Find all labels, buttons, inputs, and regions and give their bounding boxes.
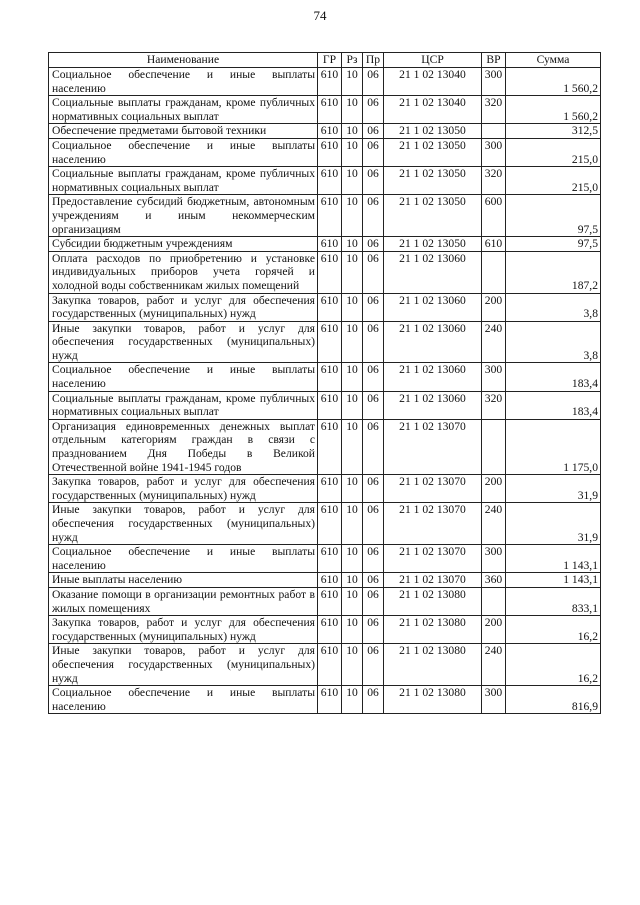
cell-rz: 10 (342, 96, 363, 124)
cell-rz: 10 (342, 587, 363, 615)
cell-gr: 610 (318, 321, 342, 363)
cell-gr: 610 (318, 363, 342, 391)
cell-pr: 06 (363, 391, 384, 419)
cell-vr (482, 419, 506, 474)
cell-pr: 06 (363, 503, 384, 545)
table-row (49, 321, 601, 363)
table-row (49, 124, 601, 139)
header-gr: ГР (318, 53, 342, 68)
cell-gr: 610 (318, 293, 342, 321)
cell-pr: 06 (363, 293, 384, 321)
cell-vr: 320 (482, 391, 506, 419)
page-number: 74 (313, 8, 327, 23)
cell-vr: 200 (482, 616, 506, 644)
cell-name: Закупка товаров, работ и услуг для обеспечения государственных (муниципальных) нужд (49, 475, 318, 503)
cell-pr: 06 (363, 321, 384, 363)
cell-pr: 06 (363, 475, 384, 503)
cell-vr: 610 (482, 237, 506, 252)
cell-pr: 06 (363, 616, 384, 644)
cell-rz: 10 (342, 237, 363, 252)
cell-name: Социальные выплаты гражданам, кроме публичных нормативных социальных выплат (49, 167, 318, 195)
cell-name: Обеспечение предметами бытовой техники (49, 124, 318, 139)
cell-pr: 06 (363, 138, 384, 166)
cell-pr: 06 (363, 587, 384, 615)
table-row (49, 475, 601, 503)
table-row (49, 293, 601, 321)
cell-rz: 10 (342, 321, 363, 363)
cell-csr: 21 1 02 13070 (384, 475, 482, 503)
header-name: Наименование (49, 53, 318, 68)
cell-pr: 06 (363, 419, 384, 474)
cell-sum: 1 560,2 (506, 96, 601, 124)
table-row (49, 251, 601, 293)
cell-name: Социальное обеспечение и иные выплаты населению (49, 363, 318, 391)
cell-name: Закупка товаров, работ и услуг для обеспечения государственных (муниципальных) нужд (49, 293, 318, 321)
cell-rz: 10 (342, 503, 363, 545)
cell-name: Субсидии бюджетным учреждениям (49, 237, 318, 252)
cell-sum: 816,9 (506, 686, 601, 714)
cell-gr: 610 (318, 251, 342, 293)
cell-pr: 06 (363, 96, 384, 124)
cell-vr (482, 124, 506, 139)
cell-rz: 10 (342, 616, 363, 644)
cell-gr: 610 (318, 237, 342, 252)
header-sum: Сумма (506, 53, 601, 68)
cell-vr: 300 (482, 686, 506, 714)
cell-csr: 21 1 02 13080 (384, 587, 482, 615)
cell-gr: 610 (318, 419, 342, 474)
cell-rz: 10 (342, 195, 363, 237)
cell-pr: 06 (363, 545, 384, 573)
cell-rz: 10 (342, 167, 363, 195)
cell-pr: 06 (363, 237, 384, 252)
table-row (49, 616, 601, 644)
cell-sum: 1 143,1 (506, 545, 601, 573)
cell-csr: 21 1 02 13080 (384, 644, 482, 686)
budget-table (48, 52, 601, 714)
cell-name: Оплата расходов по приобретению и установке индивидуальных приборов учета горячей и холодной воды собственникам жилых помещений (49, 251, 318, 293)
cell-vr: 240 (482, 644, 506, 686)
table-row (49, 686, 601, 714)
cell-gr: 610 (318, 167, 342, 195)
cell-sum: 183,4 (506, 363, 601, 391)
cell-name: Социальное обеспечение и иные выплаты населению (49, 138, 318, 166)
cell-csr: 21 1 02 13050 (384, 124, 482, 139)
cell-name: Иные выплаты населению (49, 573, 318, 588)
cell-rz: 10 (342, 545, 363, 573)
table-row (49, 587, 601, 615)
cell-pr: 06 (363, 251, 384, 293)
cell-gr: 610 (318, 587, 342, 615)
table-row (49, 419, 601, 474)
cell-pr: 06 (363, 363, 384, 391)
header-pr: Пр (363, 53, 384, 68)
cell-csr: 21 1 02 13080 (384, 616, 482, 644)
cell-name: Оказание помощи в организации ремонтных работ в жилых помещениях (49, 587, 318, 615)
cell-pr: 06 (363, 686, 384, 714)
cell-sum: 31,9 (506, 503, 601, 545)
cell-vr: 320 (482, 96, 506, 124)
table-row (49, 545, 601, 573)
cell-sum: 1 560,2 (506, 68, 601, 96)
cell-vr: 200 (482, 475, 506, 503)
cell-sum: 97,5 (506, 237, 601, 252)
cell-vr: 360 (482, 573, 506, 588)
cell-sum: 3,8 (506, 293, 601, 321)
cell-csr: 21 1 02 13070 (384, 573, 482, 588)
cell-gr: 610 (318, 475, 342, 503)
cell-name: Организация единовременных денежных выплат отдельным категориям граждан в связи с празднованием Дня Победы в Великой Отечественной войне 1941-1945 годов (49, 419, 318, 474)
cell-vr: 600 (482, 195, 506, 237)
cell-sum: 1 175,0 (506, 419, 601, 474)
cell-csr: 21 1 02 13040 (384, 96, 482, 124)
cell-name: Предоставление субсидий бюджетным, автономным учреждениям и иным некоммерческим организациям (49, 195, 318, 237)
cell-sum: 215,0 (506, 138, 601, 166)
cell-sum: 1 143,1 (506, 573, 601, 588)
cell-rz: 10 (342, 644, 363, 686)
cell-rz: 10 (342, 293, 363, 321)
cell-vr: 240 (482, 503, 506, 545)
cell-rz: 10 (342, 363, 363, 391)
table-row (49, 363, 601, 391)
cell-name: Иные закупки товаров, работ и услуг для обеспечения государственных (муниципальных) нужд (49, 321, 318, 363)
cell-csr: 21 1 02 13070 (384, 419, 482, 474)
table-row (49, 237, 601, 252)
cell-rz: 10 (342, 124, 363, 139)
cell-gr: 610 (318, 503, 342, 545)
cell-gr: 610 (318, 644, 342, 686)
cell-gr: 610 (318, 616, 342, 644)
table-row (49, 391, 601, 419)
cell-csr: 21 1 02 13040 (384, 68, 482, 96)
cell-gr: 610 (318, 68, 342, 96)
cell-pr: 06 (363, 644, 384, 686)
cell-sum: 183,4 (506, 391, 601, 419)
cell-gr: 610 (318, 96, 342, 124)
cell-csr: 21 1 02 13050 (384, 167, 482, 195)
cell-vr: 240 (482, 321, 506, 363)
cell-vr: 300 (482, 363, 506, 391)
cell-name: Иные закупки товаров, работ и услуг для обеспечения государственных (муниципальных) нужд (49, 644, 318, 686)
cell-csr: 21 1 02 13070 (384, 545, 482, 573)
cell-csr: 21 1 02 13060 (384, 321, 482, 363)
cell-csr: 21 1 02 13050 (384, 138, 482, 166)
cell-gr: 610 (318, 195, 342, 237)
cell-csr: 21 1 02 13060 (384, 391, 482, 419)
cell-csr: 21 1 02 13060 (384, 293, 482, 321)
header-vr: ВР (482, 53, 506, 68)
cell-pr: 06 (363, 573, 384, 588)
cell-pr: 06 (363, 68, 384, 96)
cell-vr: 200 (482, 293, 506, 321)
cell-csr: 21 1 02 13060 (384, 251, 482, 293)
cell-rz: 10 (342, 138, 363, 166)
cell-sum: 215,0 (506, 167, 601, 195)
cell-rz: 10 (342, 686, 363, 714)
table-row (49, 195, 601, 237)
cell-name: Социальное обеспечение и иные выплаты населению (49, 545, 318, 573)
header-rz: Рз (342, 53, 363, 68)
cell-gr: 610 (318, 573, 342, 588)
table-row (49, 644, 601, 686)
cell-vr: 300 (482, 138, 506, 166)
table-row (49, 138, 601, 166)
cell-rz: 10 (342, 573, 363, 588)
cell-csr: 21 1 02 13080 (384, 686, 482, 714)
cell-sum: 16,2 (506, 616, 601, 644)
cell-pr: 06 (363, 124, 384, 139)
cell-gr: 610 (318, 686, 342, 714)
table-row (49, 167, 601, 195)
cell-csr: 21 1 02 13050 (384, 237, 482, 252)
cell-sum: 833,1 (506, 587, 601, 615)
cell-rz: 10 (342, 475, 363, 503)
cell-vr (482, 587, 506, 615)
table-header-row (49, 53, 601, 68)
cell-sum: 97,5 (506, 195, 601, 237)
cell-gr: 610 (318, 124, 342, 139)
table-row (49, 68, 601, 96)
cell-sum: 187,2 (506, 251, 601, 293)
cell-vr: 300 (482, 68, 506, 96)
cell-name: Социальное обеспечение и иные выплаты населению (49, 686, 318, 714)
cell-name: Социальное обеспечение и иные выплаты населению (49, 68, 318, 96)
cell-gr: 610 (318, 391, 342, 419)
cell-name: Социальные выплаты гражданам, кроме публичных нормативных социальных выплат (49, 391, 318, 419)
table-body (49, 68, 601, 714)
cell-vr: 300 (482, 545, 506, 573)
cell-csr: 21 1 02 13060 (384, 363, 482, 391)
cell-rz: 10 (342, 419, 363, 474)
cell-name: Социальные выплаты гражданам, кроме публичных нормативных социальных выплат (49, 96, 318, 124)
cell-gr: 610 (318, 138, 342, 166)
cell-sum: 312,5 (506, 124, 601, 139)
cell-name: Иные закупки товаров, работ и услуг для обеспечения государственных (муниципальных) нужд (49, 503, 318, 545)
cell-gr: 610 (318, 545, 342, 573)
table-row (49, 503, 601, 545)
cell-vr: 320 (482, 167, 506, 195)
cell-rz: 10 (342, 391, 363, 419)
table-row (49, 573, 601, 588)
cell-csr: 21 1 02 13070 (384, 503, 482, 545)
cell-sum: 3,8 (506, 321, 601, 363)
table-row (49, 96, 601, 124)
cell-csr: 21 1 02 13050 (384, 195, 482, 237)
header-csr: ЦСР (384, 53, 482, 68)
cell-sum: 31,9 (506, 475, 601, 503)
cell-vr (482, 251, 506, 293)
cell-rz: 10 (342, 251, 363, 293)
cell-pr: 06 (363, 195, 384, 237)
cell-sum: 16,2 (506, 644, 601, 686)
cell-name: Закупка товаров, работ и услуг для обеспечения государственных (муниципальных) нужд (49, 616, 318, 644)
cell-pr: 06 (363, 167, 384, 195)
cell-rz: 10 (342, 68, 363, 96)
